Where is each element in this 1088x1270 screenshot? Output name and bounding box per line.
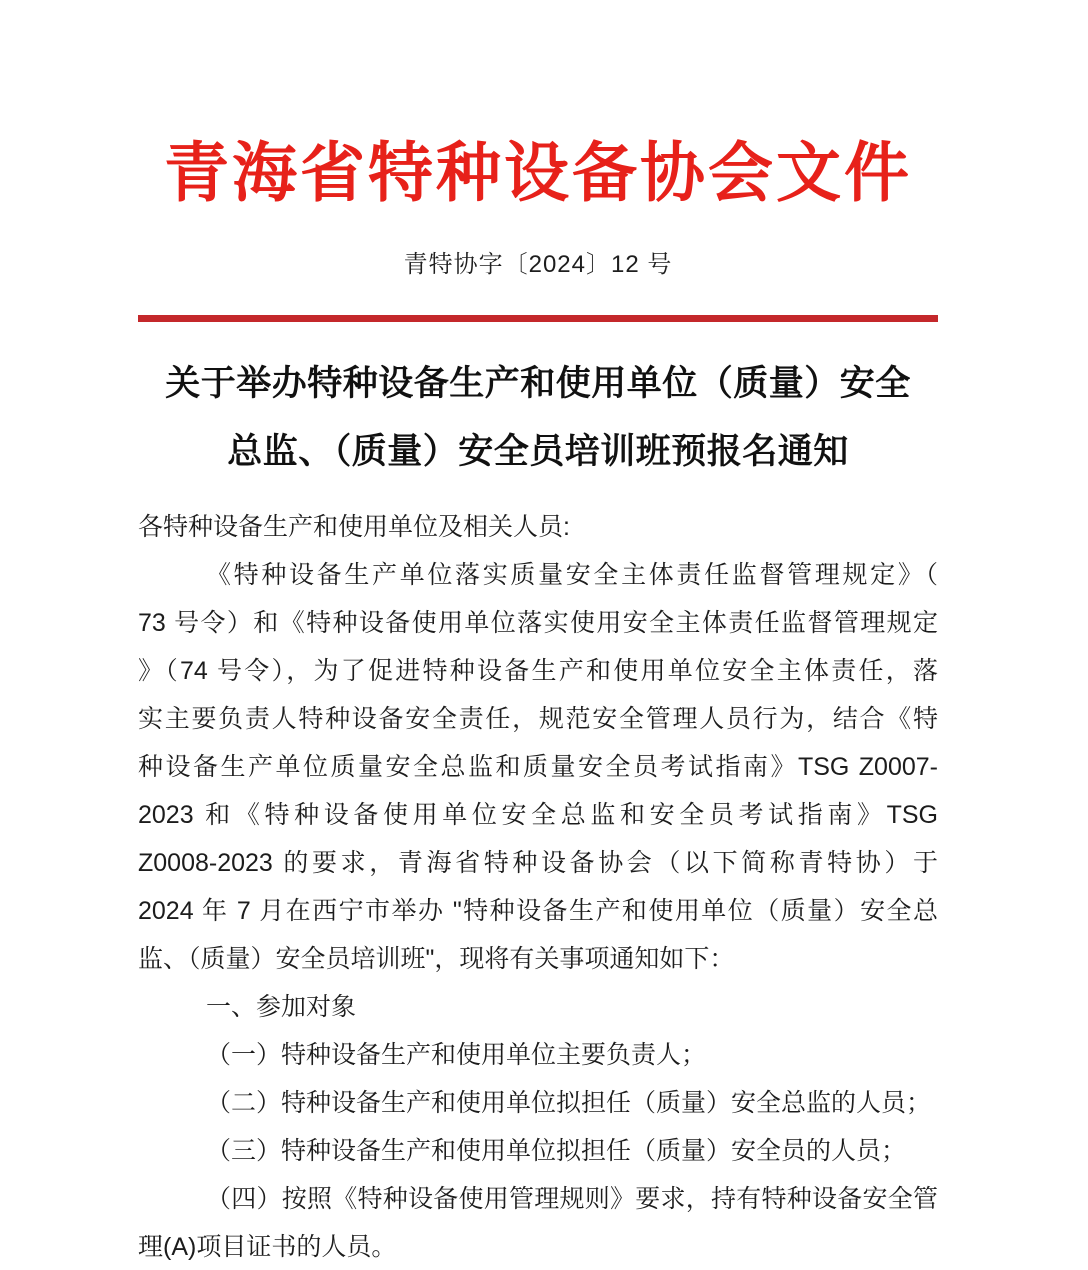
body-line: 种设备生产单位质量安全总监和质量安全员考试指南》TSG Z0007-: [138, 753, 938, 781]
body-line: 理(A)项目证书的人员。: [138, 1233, 397, 1261]
list-item-4: [138, 1175, 938, 1270]
body-line: 73 号令）和《特种设备使用单位落实使用安全主体责任监督管理规定: [138, 609, 938, 637]
body-line: 2023 和《特种设备使用单位安全总监和安全员考试指南》TSG: [138, 801, 938, 829]
notice-title-line2: 总监、（质量）安全员培训班预报名通知: [227, 432, 849, 471]
body-line: （四）按照《特种设备使用管理规则》要求，持有特种设备安全管: [206, 1185, 938, 1213]
notice-title: [138, 350, 938, 486]
document-header-title: 青海省特种设备协会文件: [163, 136, 912, 209]
body-line: 》（74 号令），为了促进特种设备生产和使用单位安全主体责任，落: [138, 657, 938, 685]
body-line: Z0008-2023 的要求，青海省特种设备协会（以下简称青特协）于: [138, 849, 938, 877]
notice-body: [138, 503, 938, 1270]
notice-title-line1: 关于举办特种设备生产和使用单位（质量）安全: [165, 364, 911, 403]
paragraph-intro: [138, 551, 938, 983]
list-item-1: （一）特种设备生产和使用单位主要负责人；: [206, 1041, 707, 1069]
list-item-2: （二）特种设备生产和使用单位拟担任（质量）安全总监的人员；: [206, 1089, 932, 1117]
body-line: 《特种设备生产单位落实质量安全主体责任监督管理规定》（: [206, 561, 938, 589]
salutation: 各特种设备生产和使用单位及相关人员:: [138, 513, 570, 541]
section-heading-participants: 一、参加对象: [206, 993, 357, 1021]
body-line: 2024 年 7 月在西宁市举办 "特种设备生产和使用单位（质量）安全总: [138, 897, 938, 925]
body-line: 监、（质量）安全员培训班"，现将有关事项通知如下：: [138, 945, 735, 973]
document-number: 青特协字〔2024〕12 号: [403, 251, 673, 278]
body-line: 实主要负责人特种设备安全责任，规范安全管理人员行为，结合《特: [138, 705, 938, 733]
red-divider-line: [138, 315, 938, 322]
list-item-3: （三）特种设备生产和使用单位拟担任（质量）安全员的人员；: [206, 1137, 907, 1165]
